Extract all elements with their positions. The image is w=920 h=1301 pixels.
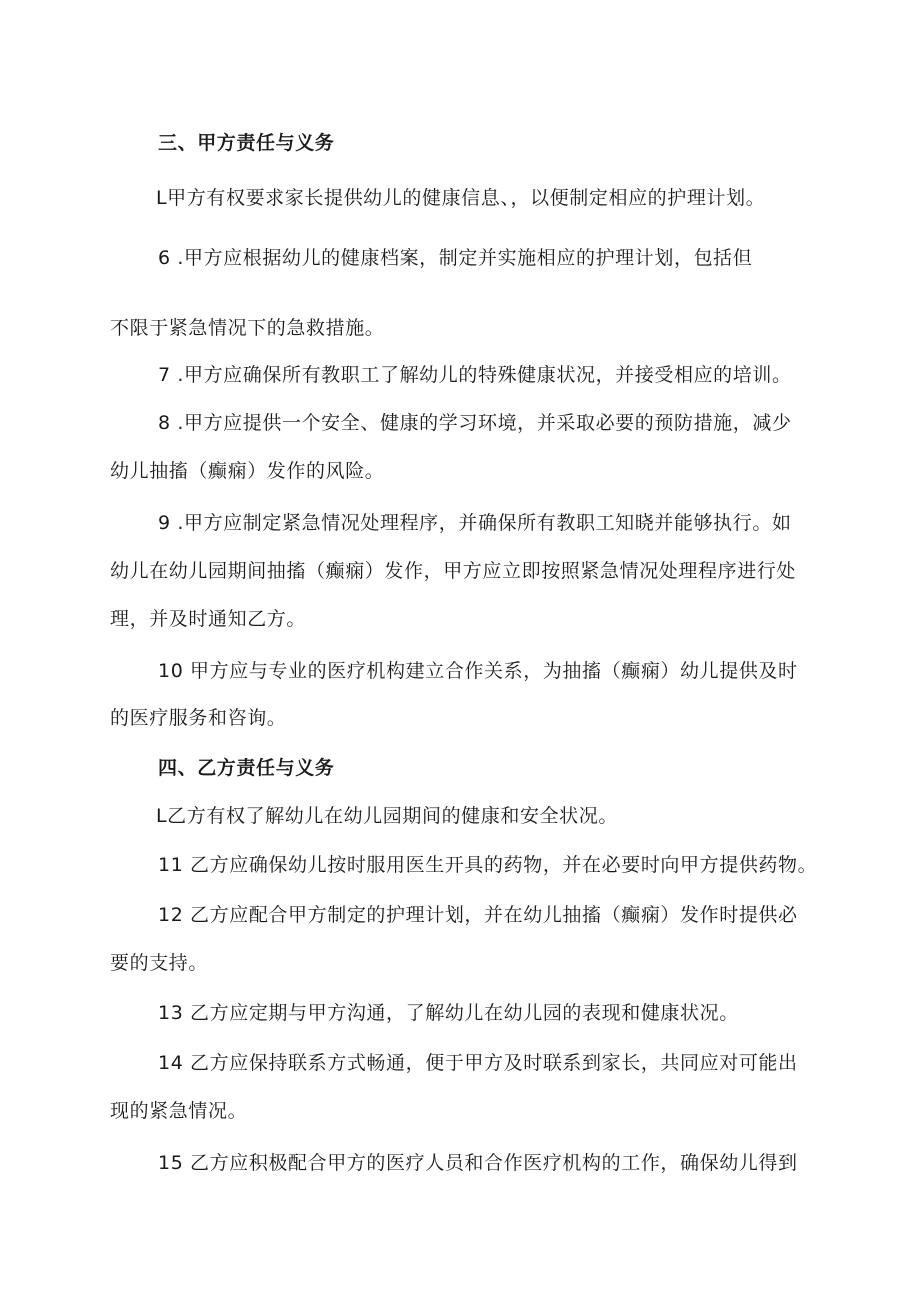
clause-9-line-2: 幼儿在幼儿园期间抽搐（癫痫）发作，甲方应立即按照紧急情况处理程序进行处 — [110, 560, 797, 582]
clause-6-line-2: 不限于紧急情况下的急救措施。 — [110, 317, 385, 339]
clause-4-1-line-1: L乙方有权了解幼儿在幼儿园期间的健康和安全状况。 — [156, 805, 618, 827]
clause-6-line-1: 6 .甲方应根据幼儿的健康档案，制定并实施相应的护理计划，包括但 — [158, 247, 753, 269]
clause-10-line-1: 10 甲方应与专业的医疗机构建立合作关系，为抽搐（癫痫）幼儿提供及时 — [158, 660, 798, 682]
clause-7-line-1: 7 .甲方应确保所有教职工了解幼儿的特殊健康状况，并接受相应的培训。 — [158, 364, 792, 386]
clause-8-line-1: 8 .甲方应提供一个安全、健康的学习环境，并采取必要的预防措施，减少 — [158, 412, 792, 434]
clause-15-line-1: 15 乙方应积极配合甲方的医疗人员和合作医疗机构的工作，确保幼儿得到 — [158, 1152, 798, 1174]
clause-9-line-1: 9 .甲方应制定紧急情况处理程序，并确保所有教职工知晓并能够执行。如 — [158, 512, 792, 534]
clause-11-line-1: 11 乙方应确保幼儿按时服用医生开具的药物，并在必要时向甲方提供药物。 — [158, 854, 818, 876]
section-4-heading: 四、乙方责任与义务 — [158, 757, 335, 779]
clause-10-line-2: 的医疗服务和咨询。 — [110, 707, 287, 729]
section-3-heading: 三、甲方责任与义务 — [158, 132, 335, 154]
clause-14-line-2: 现的紧急情况。 — [110, 1100, 248, 1122]
clause-13-line-1: 13 乙方应定期与甲方沟通，了解幼儿在幼儿园的表现和健康状况。 — [158, 1002, 739, 1024]
clause-14-line-1: 14 乙方应保持联系方式畅通，便于甲方及时联系到家长，共同应对可能出 — [158, 1052, 798, 1074]
clause-1-line-1: L甲方有权要求家长提供幼儿的健康信息、，以便制定相应的护理计划。 — [156, 187, 766, 209]
clause-8-line-2: 幼儿抽搐（癫痫）发作的风险。 — [110, 460, 385, 482]
clause-9-line-3: 理，并及时通知乙方。 — [110, 608, 307, 630]
clause-12-line-1: 12 乙方应配合甲方制定的护理计划，并在幼儿抽搐（癫痫）发作时提供必 — [158, 904, 798, 926]
clause-12-line-2: 要的支持。 — [110, 952, 209, 974]
